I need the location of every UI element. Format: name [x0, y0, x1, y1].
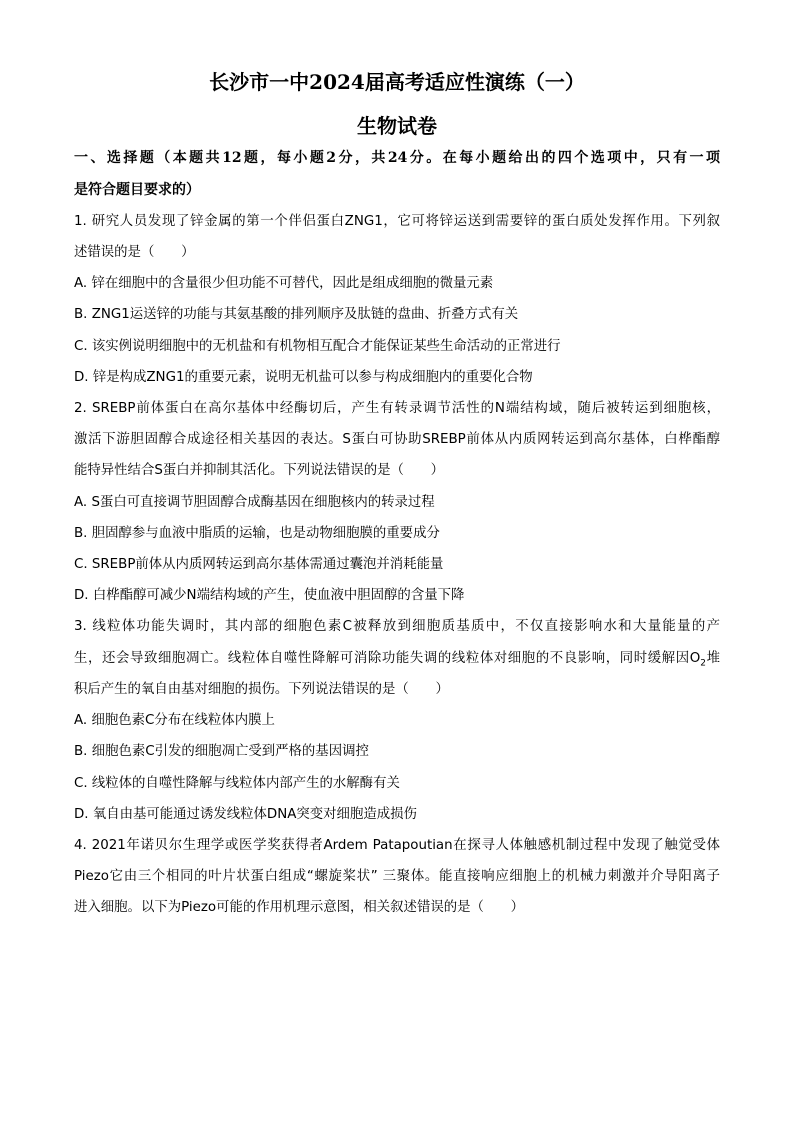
question-4-stem-line-3: 进入细胞。以下为Piezo可能的作用机理示意图，相关叙述错误的是（ ） [74, 900, 525, 915]
question-1-option-d: D. 锌是构成ZNG1的重要元素，说明无机盐可以参与构成细胞内的重要化合物 [74, 370, 533, 385]
question-1-option-c: C. 该实例说明细胞中的无机盐和有机物相互配合才能保证某些生命活动的正常进行 [74, 339, 561, 354]
exam-subtitle: 生物试卷 [357, 114, 437, 138]
question-2-option-a: A. S蛋白可直接调节胆固醇合成酶基因在细胞核内的转录过程 [74, 495, 435, 510]
question-1-stem-line-2: 述错误的是（ ） [74, 245, 195, 260]
question-3-stem-line-2 [74, 649, 720, 674]
question-2-stem-line-3: 能特异性结合S蛋白并抑制其活化。下列说法错误的是（ ） [74, 463, 445, 478]
section-heading-line-1: 一、选择题（本题共12题，每小题2分，共24分。在每小题给出的四个选项中，只有一项 [74, 150, 720, 166]
question-2-option-b: B. 胆固醇参与血液中脂质的运输，也是动物细胞膜的重要成分 [74, 526, 440, 541]
question-1-option-a: A. 锌在细胞中的含量很少但功能不可替代，因此是组成细胞的微量元素 [74, 276, 494, 291]
question-3-stem-line-2-end: 堆 [706, 651, 720, 666]
question-2-stem-line-2: 激活下游胆固醇合成途径相关基因的表达。S蛋白可协助SREBP前体从内质网转运到高尔基体，白桦酯醇 [74, 432, 720, 447]
question-3-option-d: D. 氧自由基可能通过诱发线粒体DNA突变对细胞造成损伤 [74, 807, 417, 822]
question-3-option-c: C. 线粒体的自噬性降解与线粒体内部产生的水解酶有关 [74, 776, 400, 791]
question-3-stem-line-1: 3. 线粒体功能失调时，其内部的细胞色素C被释放到细胞质基质中，不仅直接影响水和大量能量的产 [74, 619, 720, 634]
question-3-option-a: A. 细胞色素C分布在线粒体内膜上 [74, 713, 275, 728]
question-3-stem-line-3: 积后产生的氧自由基对细胞的损伤。下列说法错误的是（ ） [74, 682, 449, 697]
question-2-option-d: D. 白桦酯醇可减少N端结构域的产生，使血液中胆固醇的含量下降 [74, 588, 465, 603]
section-heading-line-2: 是符合题目要求的） [74, 182, 200, 198]
question-2-option-c: C. SREBP前体从内质网转运到高尔基体需通过囊泡并消耗能量 [74, 557, 444, 572]
question-1-stem-line-1: 1. 研究人员发现了锌金属的第一个伴侣蛋白ZNG1，它可将锌运送到需要锌的蛋白质处发挥作用。下列叙 [74, 214, 720, 229]
question-1-option-b: B. ZNG1运送锌的功能与其氨基酸的排列顺序及肽链的盘曲、折叠方式有关 [74, 307, 519, 322]
question-3-option-b: B. 细胞色素C引发的细胞凋亡受到严格的基因调控 [74, 744, 369, 759]
question-4-stem-line-2: Piezo它由三个相同的叶片状蛋白组成“螺旋桨状” 三聚体。能直接响应细胞上的机械力刺激并介导阳离子 [74, 869, 720, 884]
oxygen-subscript: 2 [700, 658, 706, 669]
question-2-stem-line-1: 2. SREBP前体蛋白在高尔基体中经酶切后，产生有转录调节活性的N端结构域，随后被转运到细胞核， [74, 401, 720, 416]
question-3-stem-line-2-text: 生，还会导致细胞凋亡。线粒体自噬性降解可消除功能失调的线粒体对细胞的不良影响，同时缓解因O [74, 651, 701, 666]
question-4-stem-line-1: 4. 2021年诺贝尔生理学或医学奖获得者Ardem Patapoutian在探寻人体触感机制过程中发现了触觉受体 [74, 838, 720, 853]
exam-title: 长沙市一中2024届高考适应性演练（一） [209, 70, 585, 94]
